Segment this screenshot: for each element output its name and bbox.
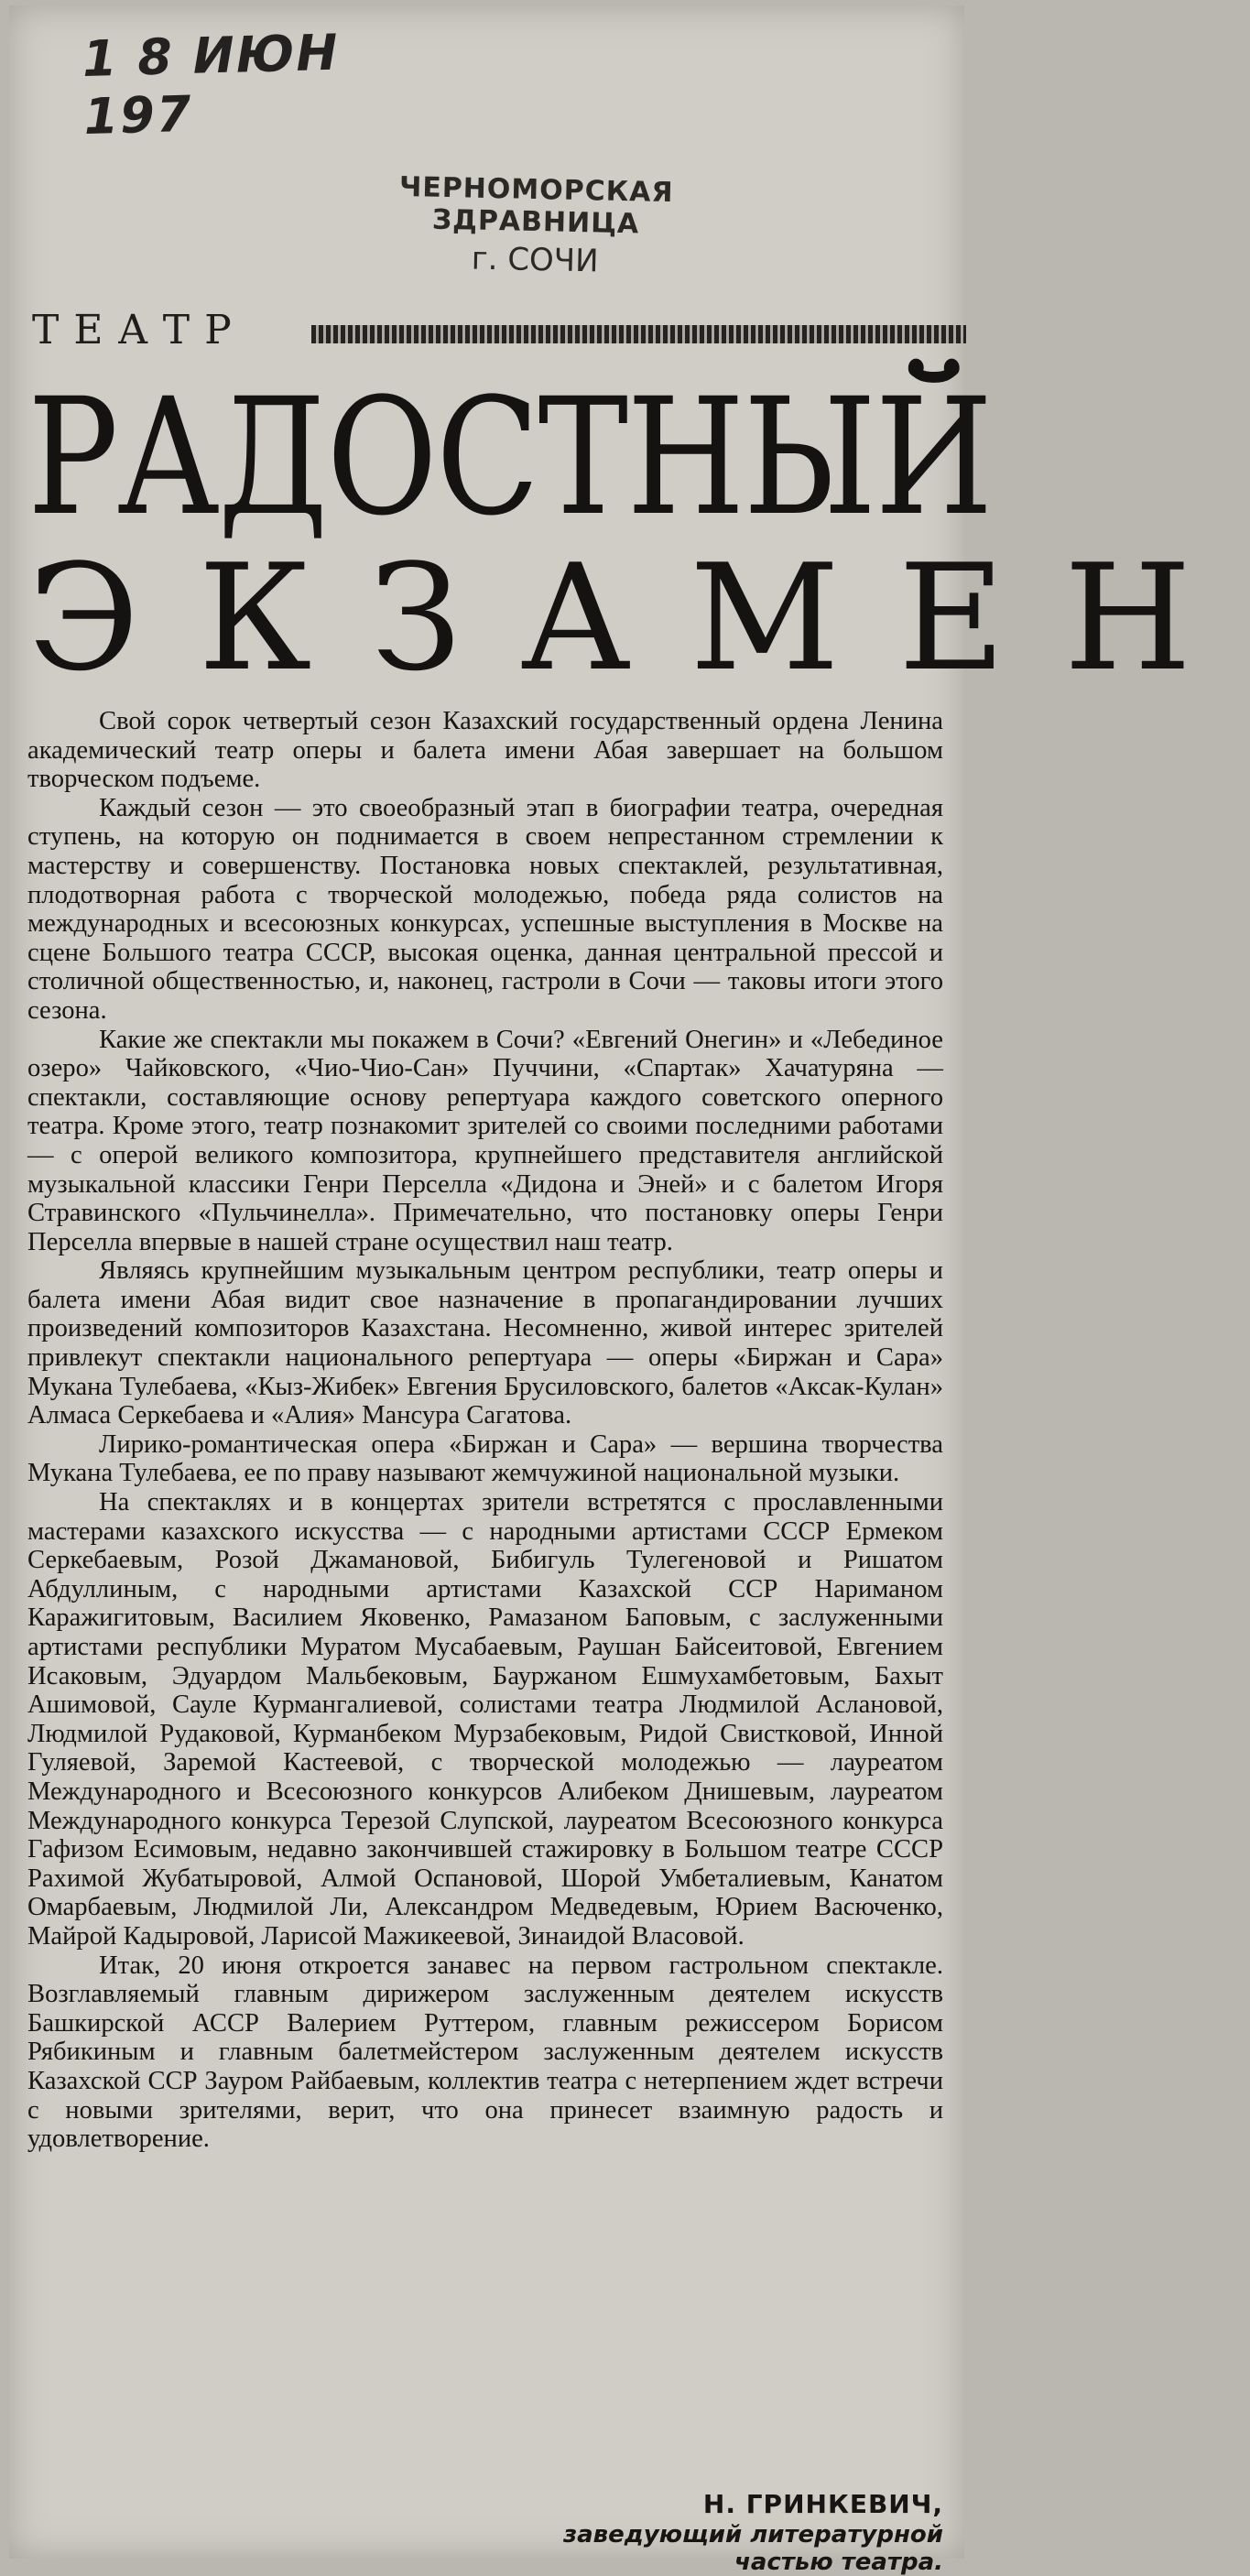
source-name: ЧЕРНОМОРСКАЯ ЗДРАВНИЦА bbox=[398, 170, 674, 241]
source-city: г. СОЧИ bbox=[471, 240, 599, 280]
rubric-rule bbox=[311, 325, 966, 343]
paragraph: Каждый сезон — это своеобразный этап в биографии театра, очередная ступень, на которую он поднимается в своем непрестанном стремлении к мастерству и совершенству. Постановка новых спектаклей, результативная, плодотворная работа с творческой молодежью, победа ряда солистов на международных и всесоюзных конкурсах, успешные выступления в Москве на сцене Большого театра СССР, высокая оценка, данная центральной прессой и столичной общественностью, и, наконец, гастроли в Сочи — таковы итоги этого сезона. bbox=[27, 793, 943, 1025]
paragraph: На спектаклях и в концертах зрители встретятся с прославленными мастерами казахского искусства — с народными артистами СССР Ермеком Серкебаевым, Розой Джамановой, Бибигуль Тулегеновой и Ришатом Абдуллиным, с народными артистами Казахской ССР Нариманом Каражигитовым, Василием Яковенко, Рамазаном Баповым, с заслуженными артистами республики Муратом Мусабаевым, Раушан Байсеитовой, Евгением Исаковым, Эдуардом Мальбековым, Бауржаном Ешмухамбетовым, Бахыт Ашимовой, Сауле Курмангалиевой, солистами театра Людмилой Аслановой, Людмилой Рудаковой, Курманбеком Мурзабековым, Ридой Свистковой, Инной Гуляевой, Заремой Кастеевой, с творческой молодежью — лауреатом Международного и Всесоюзного конкурсов Алибеком Днишевым, лауреатом Международного конкурса Терезой Слупской, лауреатом Всесоюзного конкурса Гафизом Есимовым, недавно закончившей стажировку в Большом театре СССР Рахимой Жубатыровой, Алмой Оспановой, Шорой Умбеталиевым, Канатом Омарбаевым, Людмилой Ли, Александром Медведевым, Юрием Васюченко, Майрой Кадыровой, Ларисой Мажикеевой, Зинаидой Власовой. bbox=[27, 1488, 943, 1951]
headline-line-2: ЭКЗАМЕН bbox=[27, 532, 1250, 703]
rubric-label: ТЕАТР bbox=[32, 307, 246, 353]
article-body bbox=[27, 707, 943, 2479]
rubric bbox=[32, 307, 948, 362]
date-stamp: 1 8 ИЮН 197 bbox=[82, 23, 341, 146]
author-name: Н. ГРИНКЕВИЧ, bbox=[702, 2489, 943, 2519]
paragraph: Итак, 20 июня откроется занавес на первом гастрольном спектакле. Возглавляемый главным дирижером заслуженным деятелем искусств Башкирской АССР Валерием Руттером, главным режиссером Борисом Рябикиным и главным балетмейстером заслуженным деятелем искусств Казахской ССР Зауром Райбаевым, коллектив театра с нетерпением ждет встречи с новыми зрителями, верит, что она принесет взаимную радость и удовлетворение. bbox=[27, 1951, 943, 2154]
paragraph: Являясь крупнейшим музыкальным центром республики, театр оперы и балета имени Абая видит свое назначение в пропагандировании лучших произведений композиторов Казахстана. Несомненно, живой интерес зрителей привлекут спектакли национального репертуара — оперы «Биржан и Сара» Мукана Тулебаева, «Кыз-Жибек» Евгения Брусиловского, балетов «Аксак-Кулан» Алмаса Серкебаева и «Алия» Мансура Сагатова. bbox=[27, 1256, 943, 1430]
source-stamp bbox=[297, 169, 775, 280]
paragraph: Свой сорок четвертый сезон Казахский государственный ордена Ленина академический театр оперы и балета имени Абая завершает на большом творческом подъеме. bbox=[27, 707, 943, 794]
author-position: заведующий литературной частью театра. bbox=[563, 2521, 943, 2576]
paragraph: Какие же спектакли мы покажем в Сочи? «Евгений Онегин» и «Лебединое озеро» Чайковского, «Чио-Чио-Сан» Пуччини, «Спартак» Хачатуряна — спектакли, составляющие основу репертуара каждого советского оперного театра. Кроме этого, театр познакомит зрителей со своими последними работами — с оперой великого композитора, крупнейшего представителя английской музыкальной классики Генри Перселла «Дидона и Эней» и с балетом Игоря Стравинского «Пульчинелла». Примечательно, что постановку оперы Генри Перселла впервые в нашей стране осуществил наш театр. bbox=[27, 1025, 943, 1256]
headline-line-1: РАДОСТНЫЙ bbox=[27, 364, 992, 551]
paragraph: Лирико-романтическая опера «Биржан и Сара» — вершина творчества Мукана Тулебаева, ее по праву называют жемчужиной национальной музыки. bbox=[27, 1429, 943, 1488]
signature bbox=[458, 2489, 943, 2576]
